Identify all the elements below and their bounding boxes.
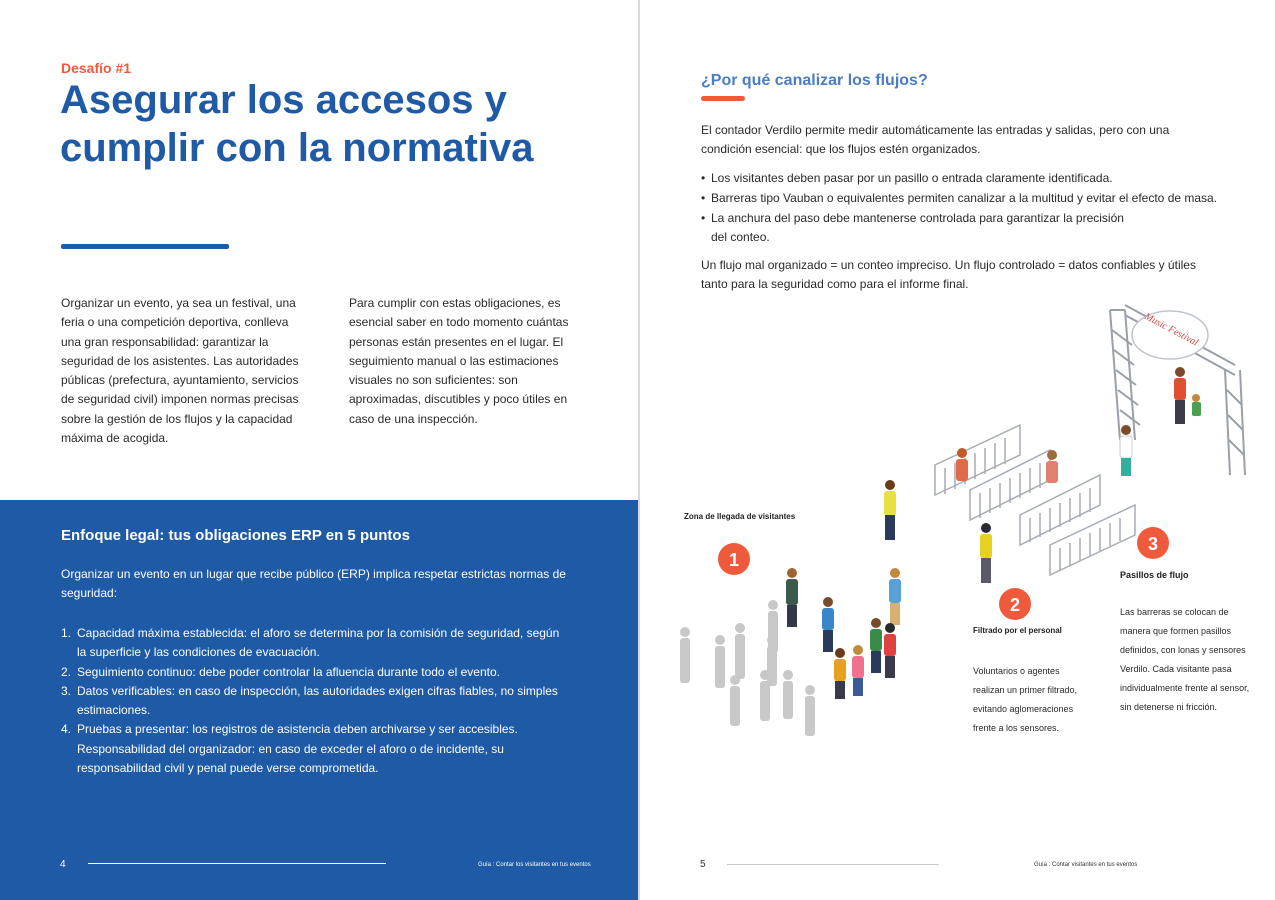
bullet-text: Barreras tipo Vauban o equivalentes permiten canalizar a la multitud y evitar el efecto de masa. — [711, 191, 1218, 205]
legal-panel-title: Enfoque legal: tus obligaciones ERP en 5 puntos — [61, 527, 410, 544]
footer-text: Guía : Contar los visitantes en tus eventos — [478, 862, 591, 868]
step-badge-1 — [718, 543, 750, 575]
step-badge-3 — [1137, 527, 1169, 559]
list-item — [61, 720, 561, 778]
flow-bullets — [701, 169, 1221, 247]
bullet-dot: • — [701, 211, 706, 225]
bullet-item — [701, 189, 1221, 208]
list-text: Pruebas a presentar: los registros de asistencia deben archivarse y ser accesibles. Responsabilidad del organizador: en caso de exceder el aforo o de incidente, su responsabilidad civil y penal puede verse comprometida. — [77, 722, 518, 776]
challenge-kicker: Desafío #1 — [61, 60, 132, 76]
bullet-text: La anchura del paso debe mantenerse controlada para garantizar la precisión del conteo. — [711, 211, 1124, 244]
right-page — [640, 0, 1275, 900]
list-item — [61, 663, 561, 682]
zone2-description: Voluntarios o agentes realizan un primer filtrado, evitando aglomeraciones frente a los sensores. — [973, 666, 1078, 733]
zone3-label: Pasillos de flujo — [1120, 570, 1189, 580]
list-item — [61, 682, 561, 721]
intro-column-2: Para cumplir con estas obligaciones, es esencial saber en todo momento cuántas personas están presentes en el lugar. El seguimiento manual o las estimaciones visuales no son suficientes: son aproximadas, discutibles y poco útiles en caso de una inspección. — [349, 296, 569, 426]
bullet-item — [701, 169, 1221, 188]
title-underline — [701, 96, 745, 101]
bullet-item — [701, 209, 1141, 247]
colored-visitor — [786, 568, 798, 627]
badge-number: 3 — [1147, 534, 1159, 554]
headline-underline — [61, 244, 229, 249]
bullet-text: Los visitantes deben pasar por un pasillo o entrada claramente identificada. — [711, 171, 1113, 185]
intro-column-1: Organizar un evento, ya sea un festival, una feria o una competición deportiva, conlleva una gran responsabilidad: garantizar la seguridad de los asistentes. Las autoridades públicas (prefectura, ayuntamiento, servicios de seguridad civil) imponen normas precisas sobre la gestión de los flujos y la capacidad máxima de acogida. — [61, 296, 299, 446]
list-number: 2. — [61, 664, 72, 679]
footer-rule — [727, 864, 939, 865]
bullet-dot: • — [701, 191, 706, 205]
footer-text: Guía : Contar visitantes en tus eventos — [1034, 862, 1138, 868]
section-intro: El contador Verdilo permite medir automáticamente las entradas y salidas, pero con una condición esencial: que los flujos estén organizados. — [701, 123, 1170, 156]
legal-panel-intro: Organizar un evento en un lugar que recibe público (ERP) implica respetar estrictas normas de seguridad: — [61, 567, 566, 601]
page-number: 4 — [60, 859, 66, 870]
step-badge-2 — [999, 588, 1031, 620]
footer-rule — [88, 863, 386, 864]
zone1-label: Zona de llegada de visitantes — [684, 512, 796, 521]
bullet-dot: • — [701, 171, 706, 185]
legal-panel — [0, 500, 638, 900]
section-title: ¿Por qué canalizar los flujos? — [701, 72, 928, 89]
list-number: 1. — [61, 626, 72, 640]
list-number: 4. — [61, 722, 72, 737]
page-number: 5 — [700, 859, 706, 870]
list-item — [61, 624, 561, 663]
section-conclusion: Un flujo mal organizado = un conteo impreciso. Un flujo controlado = datos confiables y útiles tanto para la seguridad como para el informe final. — [701, 258, 1196, 291]
zone2-label: Filtrado por el personal — [973, 626, 1062, 635]
badge-number: 1 — [728, 550, 740, 570]
zone3-description: Las barreras se colocan de manera que formen pasillos definidos, con lonas y sensores Verdilo. Cada visitante pasa individualmente frente al sensor, sin detenerse ni fricción. — [1120, 607, 1250, 712]
obligations-list — [61, 624, 561, 778]
festival-sign-text: Music Festival — [1142, 311, 1200, 349]
vauban-barriers — [935, 425, 1135, 575]
list-text: Capacidad máxima establecida: el aforo se determina por la comisión de seguridad, según la superficie y las condiciones de evacuación. — [77, 626, 560, 660]
list-number: 3. — [61, 683, 72, 698]
badge-number: 2 — [1009, 595, 1021, 615]
page-headline: Asegurar los accesos y cumplir con la normativa — [60, 78, 534, 170]
list-text: Datos verificables: en caso de inspección, las autoridades exigen cifras fiables, no simples estimaciones. — [77, 683, 558, 718]
list-text: Seguimiento continuo: debe poder controlar la afluencia durante todo el evento. — [77, 664, 500, 679]
